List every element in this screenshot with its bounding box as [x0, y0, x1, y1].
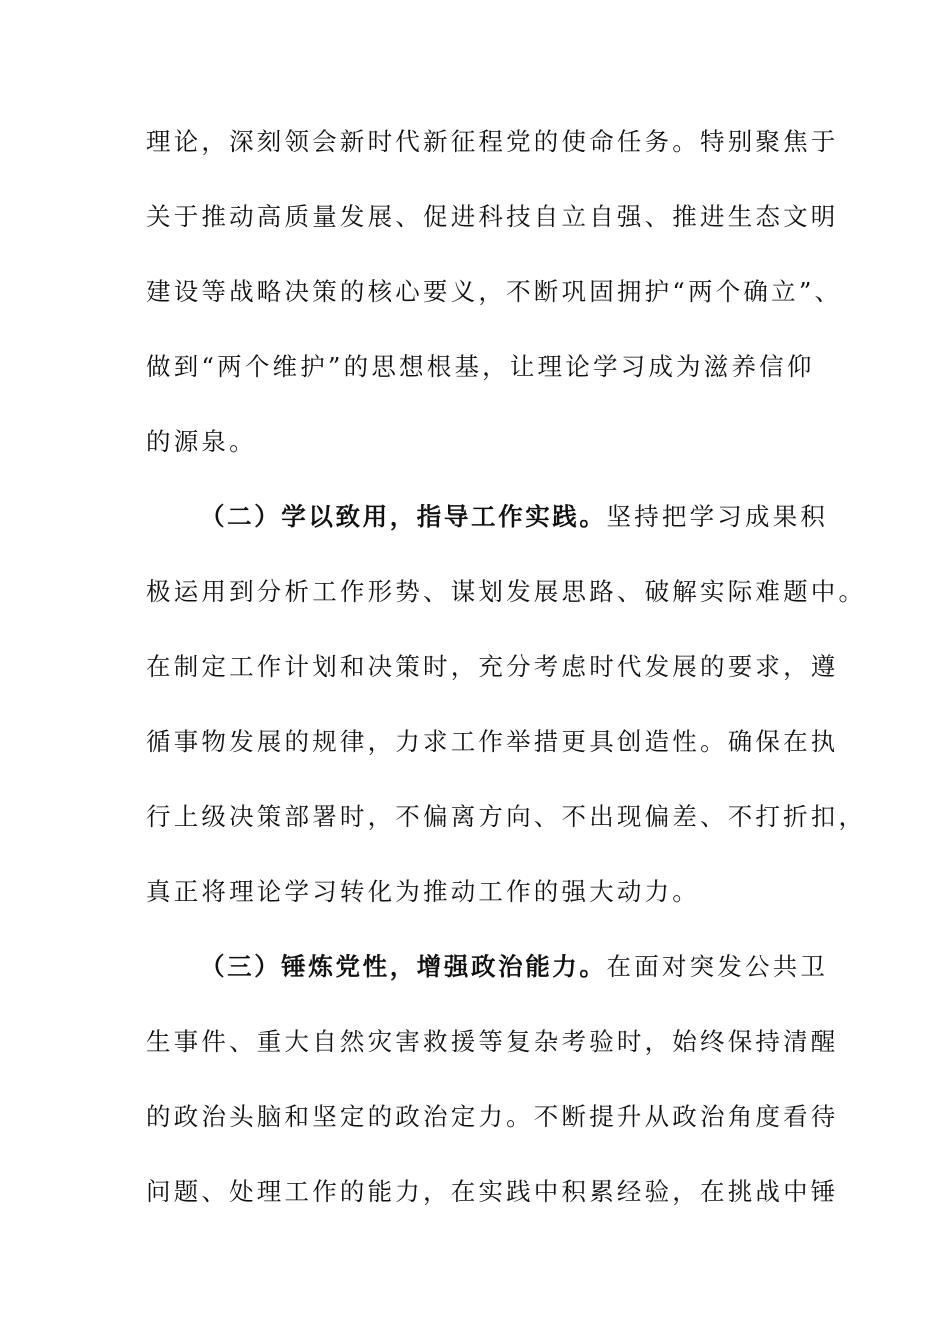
paragraph-line	[146, 872, 816, 912]
line-text: 建设等战略决策的核心要义，不断巩固拥护“两个确立”、	[146, 277, 843, 306]
paragraph-line	[146, 797, 867, 837]
line-text: 坚持把学习成果积	[606, 502, 829, 531]
section-heading-line	[200, 947, 829, 987]
paragraph-line	[146, 272, 843, 312]
paragraph-line	[146, 347, 816, 387]
line-text: 的政治头脑和坚定的政治定力。不断提升从政治角度看待	[146, 1102, 839, 1131]
line-text: 行上级决策部署时，不偏离方向、不出现偏差、不打折扣，	[146, 802, 867, 831]
line-text: 真正将理论学习转化为推动工作的强大动力。	[146, 877, 700, 906]
line-text: 生事件、重大自然灾害救援等复杂考验时，始终保持清醒	[146, 1027, 839, 1056]
line-text: 问题、处理工作的能力，在实践中积累经验，在挑战中锤	[146, 1177, 839, 1206]
paragraph-line	[146, 422, 816, 462]
section-heading-line	[200, 497, 829, 537]
line-text: 做到“两个维护”的思想根基，让理论学习成为滋养信仰	[146, 352, 815, 381]
line-text: 在制定工作计划和决策时，充分考虑时代发展的要求，遵	[146, 652, 839, 681]
section-heading: （二）学以致用，指导工作实践。	[200, 502, 607, 531]
line-text: 理论，深刻领会新时代新征程党的使命任务。特别聚焦于	[146, 127, 839, 156]
section-heading: （三）锤炼党性，增强政治能力。	[200, 952, 607, 981]
paragraph-line	[146, 1172, 839, 1212]
paragraph-line	[146, 722, 839, 762]
line-text: 关于推动高质量发展、促进科技自立自强、推进生态文明	[146, 202, 839, 231]
paragraph-line	[146, 122, 839, 162]
paragraph-line	[146, 197, 839, 237]
line-text: 极运用到分析工作形势、谋划发展思路、破解实际难题中。	[146, 577, 867, 606]
paragraph-line	[146, 1097, 839, 1137]
paragraph-line	[146, 572, 867, 612]
paragraph-line	[146, 1022, 839, 1062]
line-text: 在面对突发公共卫	[606, 952, 829, 981]
line-text: 循事物发展的规律，力求工作举措更具创造性。确保在执	[146, 727, 839, 756]
line-text: 的源泉。	[146, 427, 257, 456]
paragraph-line	[146, 647, 839, 687]
